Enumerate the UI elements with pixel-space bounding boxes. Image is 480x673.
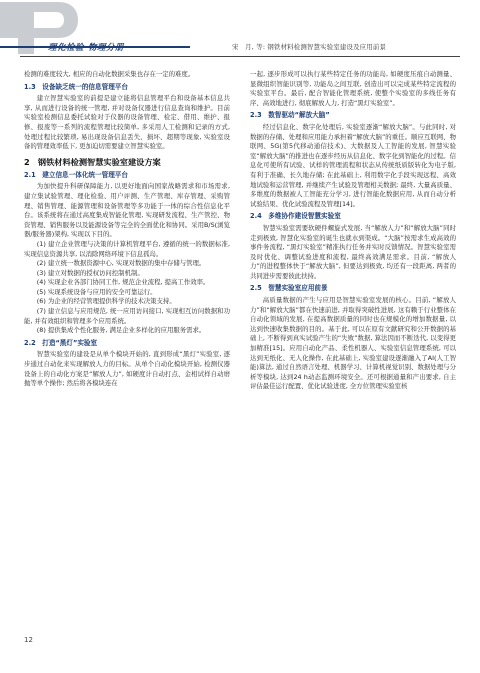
subsection-heading: 2.4 多维协作建设智慧实验室 [250, 212, 341, 221]
subsection-heading: 2.2 打造“黑灯”实验室 [24, 338, 98, 347]
body-paragraph: (3) 建立对数据的授权访问控制机制。 [36, 268, 144, 277]
left-column [24, 70, 230, 389]
page-number: 12 [24, 636, 33, 644]
body-paragraph: 为加快提升科研保障能力, 以更好地面向国家战略需求和市场需求, 建立集试验管理、理化检验、用户评测、生产管理、库存管理、采购管理、销售管理、能源管理和设备管理等多功能于一体的综合性信息化平台。该系统将在通过高度集成智能化管理, 实现研发流程、生产管控、物资管理、销售服务以及能源设备等完全的全面优化和协同。采用B/S(浏览器/服务器)架构, 实现以下目的。 [24, 182, 230, 239]
body-paragraph: (5) 实现系统设备与应用的安全可靠运行。 [36, 287, 157, 296]
body-paragraph: 经过信息化、数字化处理后, 实验室逐渐“解放大脑”。与此同时, 对数据的存储、处理和应用能力承担着“解放大脑”的重任。顺应互联网、物联网、5G(第5代移动通信技术)、大数据及人工智能的发展, 智慧实验室“解放大脑”的推进也在逐步经历从信息化、数字化到智能化的过程。信息化可使所有试验、试样的管理流程和状态从传统纸质版转化为电子版, 有利于准确、长久地存储; 在此基础上, 利用数字化手段实现远程、高效地试验和运营管理, 并继续产生试验及管理相关数据; 最终, 大量高质量、多维度的数据被人工智能充分学习, 进行智能化数据应用, 从而自动分析试验结果、优化试验流程及管理[14]。 [250, 122, 456, 208]
header-divider [20, 56, 460, 57]
right-column [250, 70, 456, 392]
page-header [0, 0, 480, 64]
journal-logo [0, 0, 190, 56]
journal-name: 理化检验-物理分册 [48, 43, 125, 53]
body-paragraph: (7) 建立信息与应用规范, 统一应用访问接口, 实现相互访问数据和功能, 并有效组织和管理多个应用系统。 [24, 307, 230, 325]
body-paragraph: (1) 建立企业管理与决策的计算机管理平台, 遵循的统一的数据标准, 实现信息资源共享, 以消除网络环境下信息孤岛。 [24, 239, 230, 258]
subsection-heading: 2.1 建立信息一体化统一管理平台 [24, 170, 128, 179]
running-title: 宋 月, 等: 钢铁材料检测智慧实验室建设及应用前景 [232, 43, 387, 51]
body-paragraph: 一起, 逐步形成可以执行某些特定任务的功能岛, 如硬度压痕自动测量、显微组织智能识别等, 功能岛之间互联, 创造出可以完成某些特定流程的实验室平台。最后, 配合智能化管理系统, 使整个实验室的多线任务有序、高效地进行, 彻底解放人力, 打造“黑灯实验室”。 [250, 70, 456, 107]
body-paragraph: (4) 实现企业各部门协同工作, 规范企业流程, 提高工作效率。 [36, 278, 210, 287]
body-paragraph: 建立智慧实验室的前提是建立能将信息管理平台和设备基本信息共享, 从而进行设备的统一管理, 并对设备仪器进行信息查询和维护。目前实验室检测信息委托试验对于仪器的设备管理、检定、借用、维护、报修、报废等一系列的流程管理比较简单, 多采用人工检测和记录的方式, 处理过程比较繁琐, 易出现设备信息丢失、损坏、超期等现象, 实验室设备的管理效率低下, 更加迫切需要建立智慧实验室。 [24, 94, 230, 151]
section-heading: 2 钢铁材料检测智慧实验室建设方案 [24, 156, 161, 167]
body-paragraph: 检测的难度较大, 相应的自动化数据采集也存在一定的难度。 [24, 70, 195, 78]
body-paragraph: 高质量数据的产生与应用是智慧实验室发展的核心。目前, “解放人力”和“解放大脑”都在快速前进, 并取得突破性进展, 这有赖于行业整体在自动化领域的发展, 在提高数据质量的同时也在规模化的增加数据量, 以达到快速收集数据的目的。基于此, 可以在原有文献研究和公开数据的基础上, 不断得到真实试验产生的“失败”数据, 算法因而不断迭代, 以变得更加精准[15]。应用自动化产品、柔性机器人、实验室信息管理系统, 可以达到无纸化、无人化操作, 在此基础上, 实验室建设逐渐融入了AI(人工智能)算法, 通过自然语言处理、机器学习、计算机视觉识别、数据处理与分析等模块, 达到24 h动态监测环境安全。还可根据通量和产出要求, 自主评估最佳运行配置、优化试验进度, 全方位管理实验室核 [250, 296, 456, 391]
body-paragraph: (8) 提供集成个性化服务, 满足企业多样化的应用服务需求。 [36, 326, 206, 335]
body-paragraph: (2) 建立统一数据资源中心, 实现对数据的集中存储与管理。 [36, 259, 206, 268]
subsection-heading: 1.3 设备缺乏统一的信息管理平台 [24, 82, 128, 91]
body-paragraph: 智慧实验室的建设是从单个模块开始的, 直到形成“黑灯”实验室, 逐步通过自动化来实现解放人力的目标。从单个自动化模块开始, 检测仪器设备上的自动化方案是“解放人力”, 如硬度计自动打点、金相试样自动磨抛等单个操作; 然后将各模块连在 [24, 350, 230, 388]
body-paragraph: (6) 为企业的经营管理提供科学的技术决策支持。 [36, 297, 176, 306]
subsection-heading: 2.3 数智驱动“解放大脑” [250, 111, 330, 120]
body-paragraph: 智慧实验室需要软硬件螺旋式发展, 当“解放人力”和“解放大脑”同时走到极致, 智慧化实验室的诞生也就水到渠成。“大脑”按需求生成高效的事件务流程, “黑灯实验室”精准执行任务并实时反馈情况。智慧实验室需及时优化、调整试验进度和流程, 最终高效满足需求。目前, “解放人力”的进程整体快于“解放大脑”, 但要达到极致, 均还有一段距离, 两者的共同进步需要彼此扶持。 [250, 223, 456, 280]
subsection-heading: 2.5 智慧实验室应用前景 [250, 284, 328, 293]
